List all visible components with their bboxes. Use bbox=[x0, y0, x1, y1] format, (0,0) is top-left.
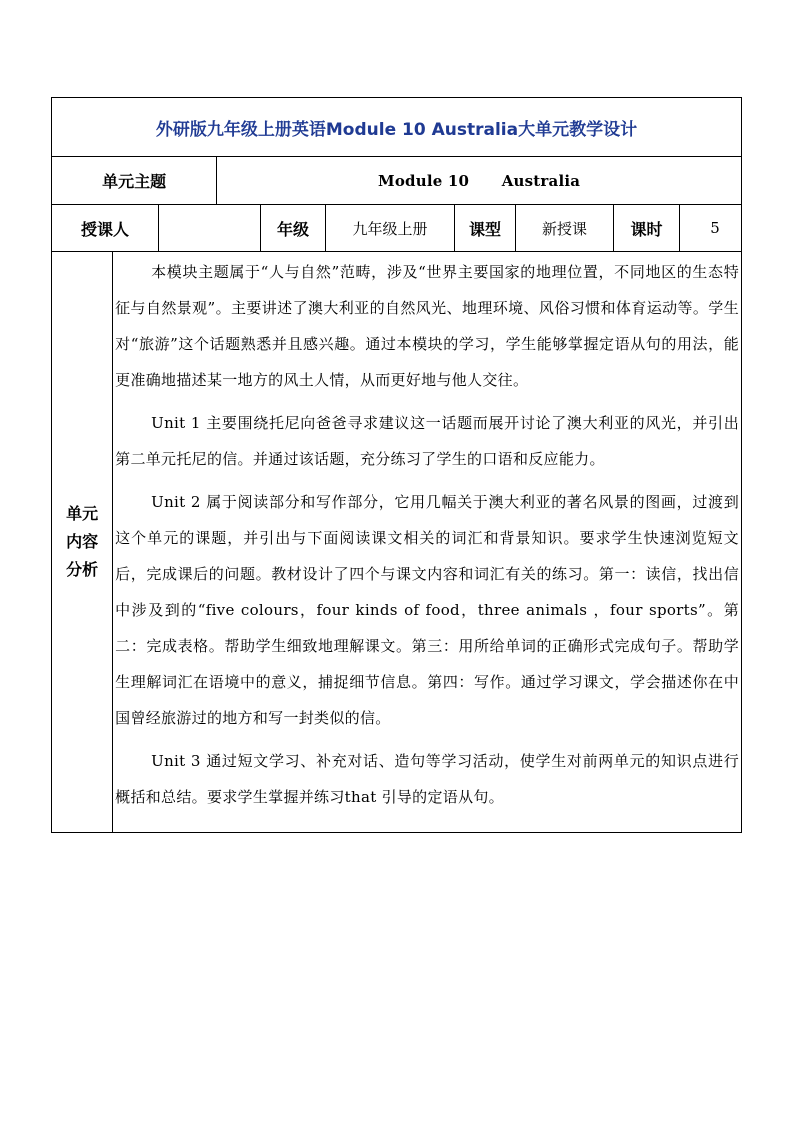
teacher-label: 授课人 bbox=[52, 205, 159, 251]
grade-label-text: 年级 bbox=[276, 219, 309, 239]
analysis-paragraph-unit3: Unit 3 通过短文学习、补充对话、造句等学习活动，使学生对前两单元的知识点进行概括和总结。要求学生掌握并练习that 引导的定语从句。 bbox=[115, 752, 739, 806]
title-row bbox=[52, 98, 742, 157]
analysis-paragraph-unit1: Unit 1 主要围绕托尼向爸爸寻求建议这一话题而展开讨论了澳大利亚的风光，并引出第二单元托尼的信。并通过该话题，充分练习了学生的口语和反应能力。 bbox=[115, 414, 739, 468]
hours-value: 5 bbox=[680, 205, 751, 251]
analysis-row bbox=[52, 252, 742, 833]
lesson-design-table bbox=[51, 97, 742, 833]
analysis-label-line: 单元 bbox=[66, 504, 99, 523]
unit-theme-label: 单元主题 bbox=[52, 157, 217, 205]
lesson-type-label: 课型 bbox=[455, 205, 516, 251]
theme-row bbox=[52, 157, 742, 205]
info-row-holder bbox=[52, 205, 742, 252]
info-inner-table bbox=[52, 205, 750, 251]
analysis-label bbox=[52, 252, 113, 833]
analysis-label-line: 内容 bbox=[66, 532, 99, 551]
analysis-paragraph-overview: 本模块主题属于“人与自然”范畴，涉及“世界主要国家的地理位置，不同地区的生态特征与自然景观”。主要讲述了澳大利亚的自然风光、地理环境、风俗习惯和体育运动等。学生对“旅游”这个话题熟悉并且感兴趣。通过本模块的学习，学生能够掌握定语从句的用法，能更准确地描述某一地方的风土人情，从而更好地与他人交往。 bbox=[115, 263, 739, 389]
unit-theme-value bbox=[217, 157, 742, 205]
document-title: 外研版九年级上册英语Module 10 Australia大单元教学设计 bbox=[52, 98, 742, 157]
grade-value: 九年级上册 bbox=[326, 205, 455, 251]
unit-theme-text: Module 10 Australia bbox=[378, 171, 581, 190]
info-row bbox=[52, 205, 742, 252]
lesson-type-value: 新授课 bbox=[516, 205, 614, 251]
grade-label bbox=[261, 205, 326, 251]
teacher-value bbox=[159, 205, 261, 251]
hours-label: 课时 bbox=[614, 205, 680, 251]
analysis-label-line: 分析 bbox=[66, 560, 99, 579]
analysis-paragraph-unit2: Unit 2 属于阅读部分和写作部分，它用几幅关于澳大利亚的著名风景的图画，过渡到这个单元的课题，并引出与下面阅读课文相关的词汇和背景知识。要求学生快速浏览短文后，完成课后的问题。教材设计了四个与课文内容和词汇有关的练习。第一：读信，找出信中涉及到的“five colours，four kinds of food，three animals ，four sports”。第二：完成表格。帮助学生细致地理解课文。第三：用所给单词的正确形式完成句子。帮助学生理解词汇在语境中的意义，捕捉细节信息。第四：写作。通过学习课文，学会描述你在中国曾经旅游过的地方和写一封类似的信。 bbox=[115, 493, 739, 727]
analysis-content bbox=[113, 252, 742, 833]
